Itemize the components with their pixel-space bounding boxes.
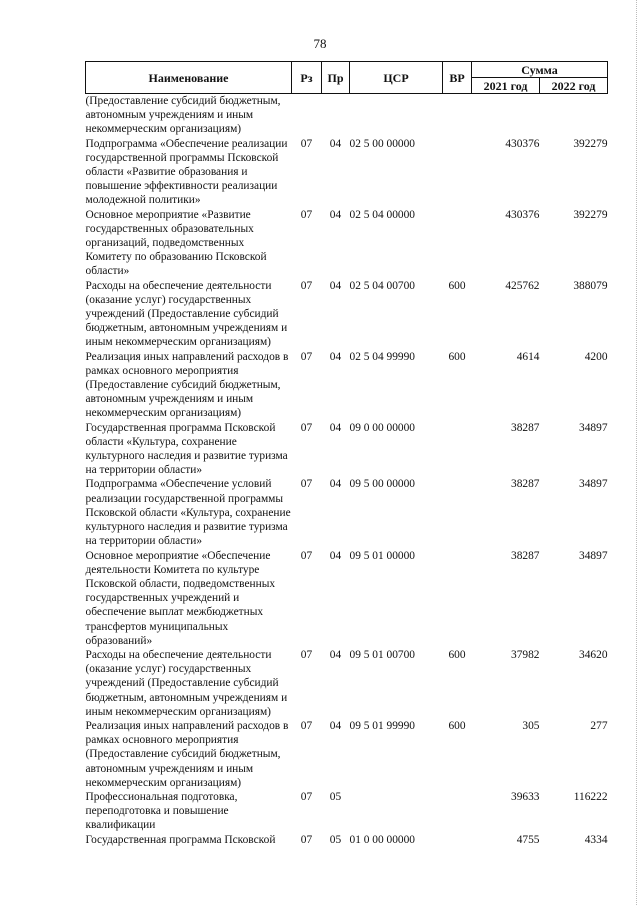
row-csr: 09 5 01 00000: [349, 549, 415, 562]
header-name: Наименование: [86, 62, 292, 94]
row-amount-2022: 4200: [584, 350, 608, 363]
row-amount-2021: 39633: [511, 790, 540, 803]
row-name: Подпрограмма «Обеспечение условий реализации государственной программы Псковской области «Культура, сохранение культурного наследия и развитие туризма на территории области»: [85, 478, 291, 548]
table-row: [86, 208, 608, 279]
row-pr: 04: [329, 478, 342, 491]
row-amount-2022: 277: [590, 719, 608, 732]
row-amount-2022: [540, 94, 608, 137]
row-csr: 09 5 01 00700: [349, 648, 415, 661]
row-csr: [350, 790, 443, 833]
row-pr: [322, 94, 350, 137]
row-rz: 07: [300, 549, 313, 562]
table-row: [86, 648, 608, 719]
row-amount-2021: 37982: [511, 648, 540, 661]
row-name: (Предоставление субсидий бюджетным, автономным учреждениям и иным некоммерческим организациям): [85, 95, 281, 136]
row-amount-2022: 388079: [573, 279, 608, 292]
row-amount-2022: 4334: [584, 833, 608, 846]
row-name: Основное мероприятие «Развитие государственных образовательных организаций, подведомственных Комитету по образованию Псковской области»: [85, 208, 267, 278]
row-rz: 07: [300, 137, 313, 150]
row-amount-2022: 34897: [579, 421, 608, 434]
row-vr: 600: [448, 648, 466, 661]
row-rz: 07: [300, 421, 313, 434]
header-pr: Пр: [322, 62, 350, 94]
table-row: [86, 833, 608, 847]
row-amount-2021: 425762: [505, 279, 540, 292]
row-rz: 07: [300, 208, 313, 221]
row-vr: [443, 137, 472, 208]
row-rz: 07: [300, 833, 313, 846]
header-vr: ВР: [443, 62, 472, 94]
row-pr: 05: [329, 790, 342, 803]
table-body: [86, 94, 608, 847]
row-csr: 09 0 00 00000: [349, 421, 415, 434]
row-name: Расходы на обеспечение деятельности (оказание услуг) государственных учреждений (Предоставление субсидий бюджетным, автономным учреждениям и иным некоммерческим организациям): [85, 648, 288, 718]
row-amount-2021: 4614: [516, 350, 540, 363]
header-sum: Сумма: [472, 62, 608, 78]
row-pr: 04: [329, 208, 342, 221]
row-vr: [443, 477, 472, 548]
row-name: Реализация иных направлений расходов в рамках основного мероприятия (Предоставление субсидий бюджетным, автономным учреждениям и иным некоммерческим организациям): [85, 350, 289, 420]
row-name: Реализация иных направлений расходов в рамках основного мероприятия (Предоставление субсидий бюджетным, автономным учреждениям и иным некоммерческим организациям): [85, 719, 289, 789]
budget-table: [85, 61, 608, 847]
row-vr: [443, 833, 472, 847]
row-amount-2021: 38287: [511, 421, 540, 434]
table-row: [86, 477, 608, 548]
row-amount-2022: 34897: [579, 549, 608, 562]
row-rz: 07: [300, 478, 313, 491]
row-amount-2022: 34620: [579, 648, 608, 661]
page-edge-line: [635, 0, 637, 905]
row-rz: 07: [300, 648, 313, 661]
table-row: [86, 421, 608, 478]
header-year-2022: 2022 год: [540, 78, 608, 94]
page-number: 78: [313, 36, 327, 51]
header-rz: Рз: [292, 62, 322, 94]
row-amount-2022: 392279: [573, 208, 608, 221]
row-rz: 07: [300, 279, 313, 292]
row-name: Государственная программа Псковской: [85, 833, 276, 846]
row-csr: 02 5 00 00000: [349, 137, 415, 150]
row-name: Подпрограмма «Обеспечение реализации государственной программы Псковской области «Развитие образования и повышение эффективности реализации молодежной политики»: [85, 137, 288, 207]
row-vr: [443, 790, 472, 833]
row-pr: 04: [329, 137, 342, 150]
row-rz: 07: [300, 350, 313, 363]
row-vr: [443, 208, 472, 279]
table-row: [86, 719, 608, 790]
row-pr: 04: [329, 279, 342, 292]
row-name: Основное мероприятие «Обеспечение деятельности Комитета по культуре Псковской области, подведомственных государственных учреждений и обеспечение выплат межбюджетных трансфертов муниципальных образований»: [85, 549, 276, 647]
table-row: [86, 94, 608, 137]
table-header: [86, 62, 608, 94]
row-amount-2022: 116222: [573, 790, 608, 803]
row-vr: [443, 94, 472, 137]
row-name: Профессиональная подготовка, переподготовка и повышение квалификации: [85, 790, 238, 832]
table-row: [86, 790, 608, 833]
row-vr: 600: [448, 350, 466, 363]
row-name: Государственная программа Псковской области «Культура, сохранение культурного наследия и развитие туризма на территории области»: [85, 421, 288, 477]
row-pr: 05: [329, 833, 342, 846]
table-row: [86, 549, 608, 648]
header-year-2021: 2021 год: [472, 78, 540, 94]
row-amount-2021: 38287: [511, 549, 540, 562]
row-pr: 04: [329, 648, 342, 661]
row-pr: 04: [329, 549, 342, 562]
row-amount-2022: 392279: [573, 137, 608, 150]
row-vr: [443, 549, 472, 648]
row-csr: 01 0 00 00000: [349, 833, 415, 846]
row-csr: [350, 94, 443, 137]
row-amount-2021: 430376: [505, 208, 540, 221]
row-rz: [292, 94, 322, 137]
table-row: [86, 350, 608, 421]
row-amount-2021: 430376: [505, 137, 540, 150]
row-csr: 02 5 04 99990: [349, 350, 415, 363]
row-csr: 02 5 04 00700: [349, 279, 415, 292]
header-csr: ЦСР: [350, 62, 443, 94]
row-pr: 04: [329, 719, 342, 732]
row-amount-2021: [472, 94, 540, 137]
row-amount-2021: 305: [522, 719, 540, 732]
row-pr: 04: [329, 350, 342, 363]
row-vr: 600: [448, 279, 466, 292]
table-row: [86, 137, 608, 208]
row-amount-2022: 34897: [579, 478, 608, 491]
row-csr: 09 5 00 00000: [349, 478, 415, 491]
row-csr: 09 5 01 99990: [349, 719, 415, 732]
table-row: [86, 279, 608, 350]
row-name: Расходы на обеспечение деятельности (оказание услуг) государственных учреждений (Предоставление субсидий бюджетным, автономным учреждениям и иным некоммерческим организациям): [85, 279, 288, 349]
row-vr: [443, 421, 472, 478]
row-pr: 04: [329, 421, 342, 434]
row-vr: 600: [448, 719, 466, 732]
row-amount-2021: 38287: [511, 478, 540, 491]
row-csr: 02 5 04 00000: [349, 208, 415, 221]
row-rz: 07: [300, 790, 313, 803]
row-rz: 07: [300, 719, 313, 732]
row-amount-2021: 4755: [516, 833, 540, 846]
